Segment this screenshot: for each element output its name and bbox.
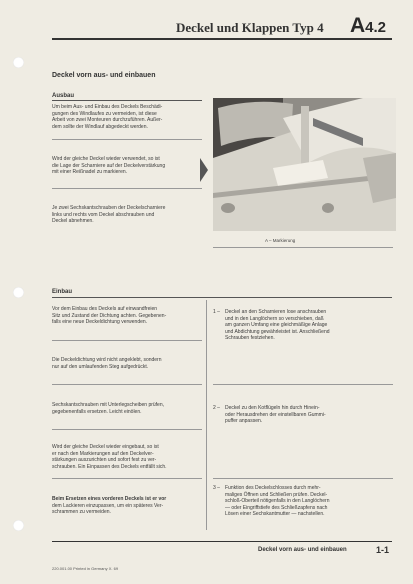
text-line: Sechskantschrauben mit Unterlegscheiben prüfen, bbox=[52, 402, 165, 408]
pointer-arrow-icon bbox=[200, 158, 208, 182]
separator bbox=[52, 139, 202, 140]
einbau-heading: Einbau bbox=[52, 289, 73, 295]
section-title: Deckel vorn aus- und einbauen bbox=[52, 72, 156, 79]
text-line: links und rechts vom Deckel abschrauben und bbox=[52, 211, 155, 218]
einbau-rule bbox=[52, 297, 392, 298]
text-line: Funktion des Deckelschlosses durch mehr- bbox=[225, 485, 321, 491]
einbau-paragraph-4 bbox=[52, 444, 202, 470]
text-line: Deckel zu den Kotflügeln hin durch Hinein- bbox=[225, 405, 320, 411]
section-code-letter: A bbox=[350, 14, 366, 37]
punch-hole bbox=[13, 287, 24, 298]
text-line: und in den Langlöchern so verschieben, daß bbox=[225, 315, 324, 322]
step-1 bbox=[213, 309, 393, 349]
text-line: gegebenenfalls ersetzen. Leicht einölen. bbox=[52, 408, 142, 415]
text-line: schrammen zu vermeiden. bbox=[52, 509, 111, 516]
section-code bbox=[350, 14, 386, 38]
text-line: Vor dem Einbau des Deckels auf einwandfreien bbox=[52, 306, 158, 312]
text-line: Wird der gleiche Deckel wieder eingebaut, so ist bbox=[52, 444, 159, 450]
header-title: Deckel und Klappen Typ 4 bbox=[176, 20, 324, 35]
separator bbox=[52, 188, 202, 189]
text-line: Sitz und Zustand der Dichtung achten. Gegebenen- bbox=[52, 312, 167, 319]
column-divider bbox=[206, 300, 207, 530]
einbau-paragraph-1 bbox=[52, 306, 202, 326]
text-line: Deckel abnehmen. bbox=[52, 218, 94, 225]
ausbau-heading: Ausbau bbox=[52, 93, 75, 99]
separator bbox=[213, 384, 393, 385]
hood-hinge-photo bbox=[213, 98, 396, 231]
text-line: mit einer Reißnadel zu markieren. bbox=[52, 169, 128, 176]
figure-caption: A – Markierung bbox=[265, 238, 296, 243]
footer-rule bbox=[52, 541, 392, 542]
text-line: Um beim Aus- und Einbau des Deckels Beschädi- bbox=[52, 104, 163, 110]
step-3 bbox=[213, 485, 393, 525]
text-line: dem sollte der Windlauf abgedeckt werden. bbox=[52, 123, 148, 130]
text-line: die Lage der Scharniere auf der Deckelverstärkung bbox=[52, 162, 166, 169]
text-line: und Abdichtung gewährleistet ist. Anschließend bbox=[225, 328, 330, 335]
text-line: Lösen einer Sechskantmutter — nachstellen. bbox=[225, 511, 325, 518]
text-line: nur auf den umlaufenden Steg aufgedrückt. bbox=[52, 363, 149, 370]
text-line: Beim Ersetzen eines vorderen Deckels ist er vor bbox=[52, 496, 167, 502]
separator bbox=[52, 384, 202, 385]
text-line: falls eine neue Deckeldichtung verwenden. bbox=[52, 319, 148, 326]
separator bbox=[52, 429, 202, 430]
text-line: Arbeit von zwei Monteuren durchzuführen. Außer- bbox=[52, 117, 163, 124]
text-line: Deckel an den Scharnieren lose anschrauben bbox=[225, 309, 327, 315]
step-number: 3 – bbox=[213, 485, 220, 491]
text-line: — oder Eingriffstiefe des Schließzapfens nach bbox=[225, 504, 328, 511]
text-line: er nach den Markierungen auf den Deckelver- bbox=[52, 450, 154, 457]
section-code-number: 4.2 bbox=[365, 19, 387, 36]
text-line: stärkungen auszurichten und sofort fest zu ver- bbox=[52, 457, 157, 464]
ausbau-paragraph-1 bbox=[52, 104, 202, 130]
text-line: puffer anpassen. bbox=[225, 418, 263, 425]
einbau-paragraph-2 bbox=[52, 357, 202, 370]
step-2 bbox=[213, 405, 393, 429]
separator bbox=[213, 247, 393, 248]
text-line: gungen des Windlaufes zu vermeiden, ist diese bbox=[52, 110, 157, 117]
separator bbox=[52, 340, 202, 341]
text-line: schrauben. Ein Einpassen des Deckels entfällt sich. bbox=[52, 463, 167, 470]
ausbau-paragraph-3 bbox=[52, 205, 202, 225]
text-line: maliges Öffnen und Schließen prüfen. Deckel- bbox=[225, 491, 328, 498]
einbau-paragraph-5 bbox=[52, 496, 202, 516]
text-line: Die Deckeldichtung wird nicht angeklebt, sondern bbox=[52, 357, 162, 363]
punch-hole bbox=[13, 520, 24, 531]
text-line: Je zwei Sechskantschrauben der Deckelscharniere bbox=[52, 205, 166, 211]
ausbau-paragraph-2 bbox=[52, 156, 202, 176]
step-number: 1 – bbox=[213, 309, 220, 315]
text-line: schloß-Oberteil nötigenfalls in den Langlöchern bbox=[225, 498, 330, 505]
header-rule bbox=[52, 38, 392, 40]
punch-hole bbox=[13, 57, 24, 68]
text-line: Wird der gleiche Deckel wieder verwendet, so ist bbox=[52, 156, 160, 162]
einbau-paragraph-3 bbox=[52, 402, 202, 415]
separator bbox=[213, 478, 393, 479]
footer-title: Deckel vorn aus- und einbauen bbox=[258, 547, 347, 553]
text-line: oder Herausdrehen der einstellbaren Gummi- bbox=[225, 411, 326, 418]
text-line: dem Lackieren einzupassen, um ein späteres Ver- bbox=[52, 502, 164, 509]
page-number: 1-1 bbox=[376, 545, 390, 555]
text-line: am ganzen Umfang eine gleichmäßige Anlage bbox=[225, 322, 328, 329]
text-line: Schrauben festziehen. bbox=[225, 335, 275, 342]
separator bbox=[52, 478, 202, 479]
step-number: 2 – bbox=[213, 405, 220, 411]
ausbau-rule bbox=[52, 100, 202, 101]
print-code: 220.001.00 Printed in Germany X. 69 bbox=[52, 566, 119, 571]
